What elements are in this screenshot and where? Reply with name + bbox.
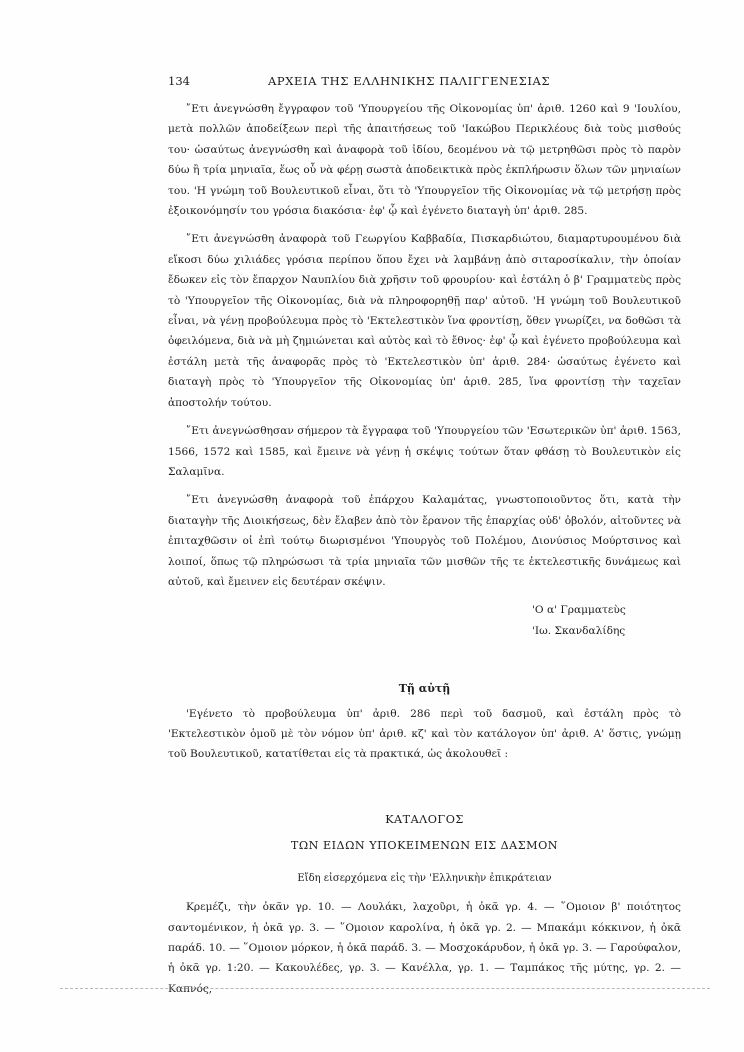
signature-title: 'Ο α' Γραμματεὺς: [532, 604, 626, 617]
journal-title: ΑΡΧΕΙΑ ΤΗΣ ΕΛΛΗΝΙΚΗΣ ΠΑΛΙΓΓΕΝΕΣΙΑΣ: [268, 74, 551, 88]
catalog-title-line-2: ΤΩΝ ΕΙΔΩΝ ΥΠΟΚΕΙΜΕΝΩΝ ΕΙΣ ΔΑΣΜΟΝ: [290, 838, 559, 852]
paragraph-3: ῎Ετι ἀνεγνώσθησαν σήμερον τὰ ἔγγραφα τοῦ 'Υπουργείου τῶν 'Εσωτερικῶν ὑπ' ἀριθ. 1563, 1566, 1572 καὶ 1585, καὶ ἔμεινε νὰ γένῃ ἡ σκέψις τούτων ὅταν φθάσῃ τὸ Βουλευτικὸν εἰς Σαλαμῖνα.: [168, 425, 681, 478]
catalog-text: Κρεμέζι, τὴν ὀκᾶν γρ. 10. — Λουλάκι, λαχοῦρι, ἡ ὀκᾶ γρ. 4. — ῞Ομοιον β' ποιότητος σαντομένικον, ἡ ὀκᾶ γρ. 3. — ῞Ομοιον καρολίνα, ἡ ὀκᾶ γρ. 2. — Μπακάμι κόκκινον, ἡ ὀκᾶ παράδ. 10. — ῞Ομοιον μόρκον, ἡ ὀκᾶ παράδ. 3. — Μοσχοκάρυδον, ἡ ὀκᾶ γρ. 3. — Γαρούφαλον, ἡ ὀκᾶ γρ. 1:20. — Κακουλέδες, γρ. 3. — Κανέλλα, γρ. 1. — Ταμπάκος τῆς μύτης, γρ. 2. — Καπνός,: [168, 901, 681, 995]
document-body: [168, 99, 681, 1007]
page-number: 134: [168, 74, 190, 88]
paragraph-4: ῎Ετι ἀνεγνώσθη ἀναφορὰ τοῦ ἐπάρχου Καλαμάτας, γνωστοποιοῦντος ὅτι, κατὰ τὴν διαταγὴν τῆς Διοικήσεως, δὲν ἔλαβεν ἀπὸ τὸν ἔρανον τῆς ἐπαρχίας οὐδ' ὀβολόν, αἰτοῦντες νὰ ἐπιταχθῶσιν οἱ ἐπὶ τούτῳ διωρισμένοι 'Υπουργὸς τοῦ Πολέμου, Διονύσιος Μούρτσινος καὶ λοιποί, ὅπως τῷ πληρώσωσι τὰ τρία μηνιαῖα τῶν μισθῶν τῆς τε ἐκτελεστικῆς δυνάμεως καὶ αὐτοῦ, καὶ ἔμεινεν εἰς δευτέραν σκέψιν.: [168, 494, 681, 588]
catalog-title: [168, 807, 681, 859]
signature-name: 'Ιω. Σκανδαλίδης: [532, 624, 626, 637]
signature-block: [168, 600, 681, 641]
catalog-subtitle: Εἴδη εἰσερχόμενα εἰς τὴν 'Ελληνικὴν ἐπικράτειαν: [297, 872, 552, 884]
section-heading: Τῇ αὐτῇ: [398, 682, 451, 696]
section-paragraph: 'Εγένετο τὸ προβούλευμα ὑπ' ἀριθ. 286 περὶ τοῦ δασμοῦ, καὶ ἐστάλη πρὸς τὸ 'Εκτελεστικὸν ὁμοῦ μὲ τὸν νόμον ὑπ' ἀριθ. κζ' καὶ τὸν κατάλογον ὑπ' ἀριθ. Α' ὅστις, γνώμῃ τοῦ Βουλευτικοῦ, κατατίθεται εἰς τὰ πρακτικά, ὡς ἀκολουθεῖ :: [168, 707, 681, 761]
paragraph-1: ῎Ετι ἀνεγνώσθη ἔγγραφον τοῦ 'Υπουργείου τῆς Οἰκονομίας ὑπ' ἀριθ. 1260 καὶ 9 'Ιουλίου, μετὰ πολλῶν ἀποδείξεων περὶ τῆς ἀπαιτήσεως τοῦ 'Ιακώβου Περικλέους διὰ τοὺς μισθούς του· ὡσαύτως ἀνεγνώσθη καὶ ἀναφορὰ τοῦ ἰδίου, δεομένου νὰ τῷ μετρηθῶσι πρὸς τὸ παρὸν δύω ἢ τρία μηνιαῖα, ἕως οὗ νὰ φέρῃ σωστὰ ἀποδεικτικὰ πρὸς ἐκπλήρωσιν ὅλων τῶν μηνιαίων του. 'Η γνώμη τοῦ Βουλευτικοῦ εἶναι, ὅτι τὸ 'Υπουργεῖον τῆς Οἰκονομίας νὰ τῷ μετρήσῃ πρὸς ἐξοικονόμησίν του γρόσια διακόσια· ἐφ' ᾧ καὶ ἐγένετο διαταγὴ ὑπ' ἀριθ. 285.: [168, 103, 681, 218]
scan-edge-divider: [60, 988, 710, 990]
paragraph-2: ῎Ετι ἀνεγνώσθη ἀναφορὰ τοῦ Γεωργίου Καββαδία, Πισκαρδιώτου, διαμαρτυρουμένου διὰ εἴκοσι δύω χιλιάδες γρόσια περίπου ὅπου ἔχει νὰ λαμβάνῃ ἀπὸ σιταροσίκαλιν, τὴν ὁποίαν ἔδωκεν εἰς τὸν ἔπαρχον Ναυπλίου διὰ χρῆσιν τοῦ φρουρίου· καὶ ἐστάλη ὁ β' Γραμματεὺς πρὸς τὸ 'Υπουργεῖον τῆς Οἰκονομίας, διὰ νὰ πληροφορηθῇ παρ' αὐτοῦ. 'Η γνώμη τοῦ Βουλευτικοῦ εἶναι, νὰ γένῃ προβούλευμα πρὸς τὸ 'Εκτελεστικὸν ἵνα φροντίσῃ, ὅθεν γνωρίζει, να δοθῶσι τὰ ὀφειλόμενα, διὰ νὰ μὴ ζημιώνεται καὶ αὐτὸς καὶ τὸ ἔθνος· ἐφ' ᾧ καὶ ἐγένετο προβούλευμα καὶ ἐστάλη μετὰ τῆς ἀναφορᾶς πρὸς τὸ 'Εκτελεστικὸν ὑπ' ἀριθ. 284· ὡσαύτως ἐγένετο καὶ διαταγὴ πρὸς τὸ 'Υπουργεῖον τῆς Οἰκονομίας ὑπ' ἀριθ. 285, ἵνα φροντίσῃ τὴν ταχεῖαν ἀποστολήν τούτου.: [168, 233, 681, 409]
catalog-title-line-1: ΚΑΤΑΛΟΓΟΣ: [385, 812, 464, 826]
